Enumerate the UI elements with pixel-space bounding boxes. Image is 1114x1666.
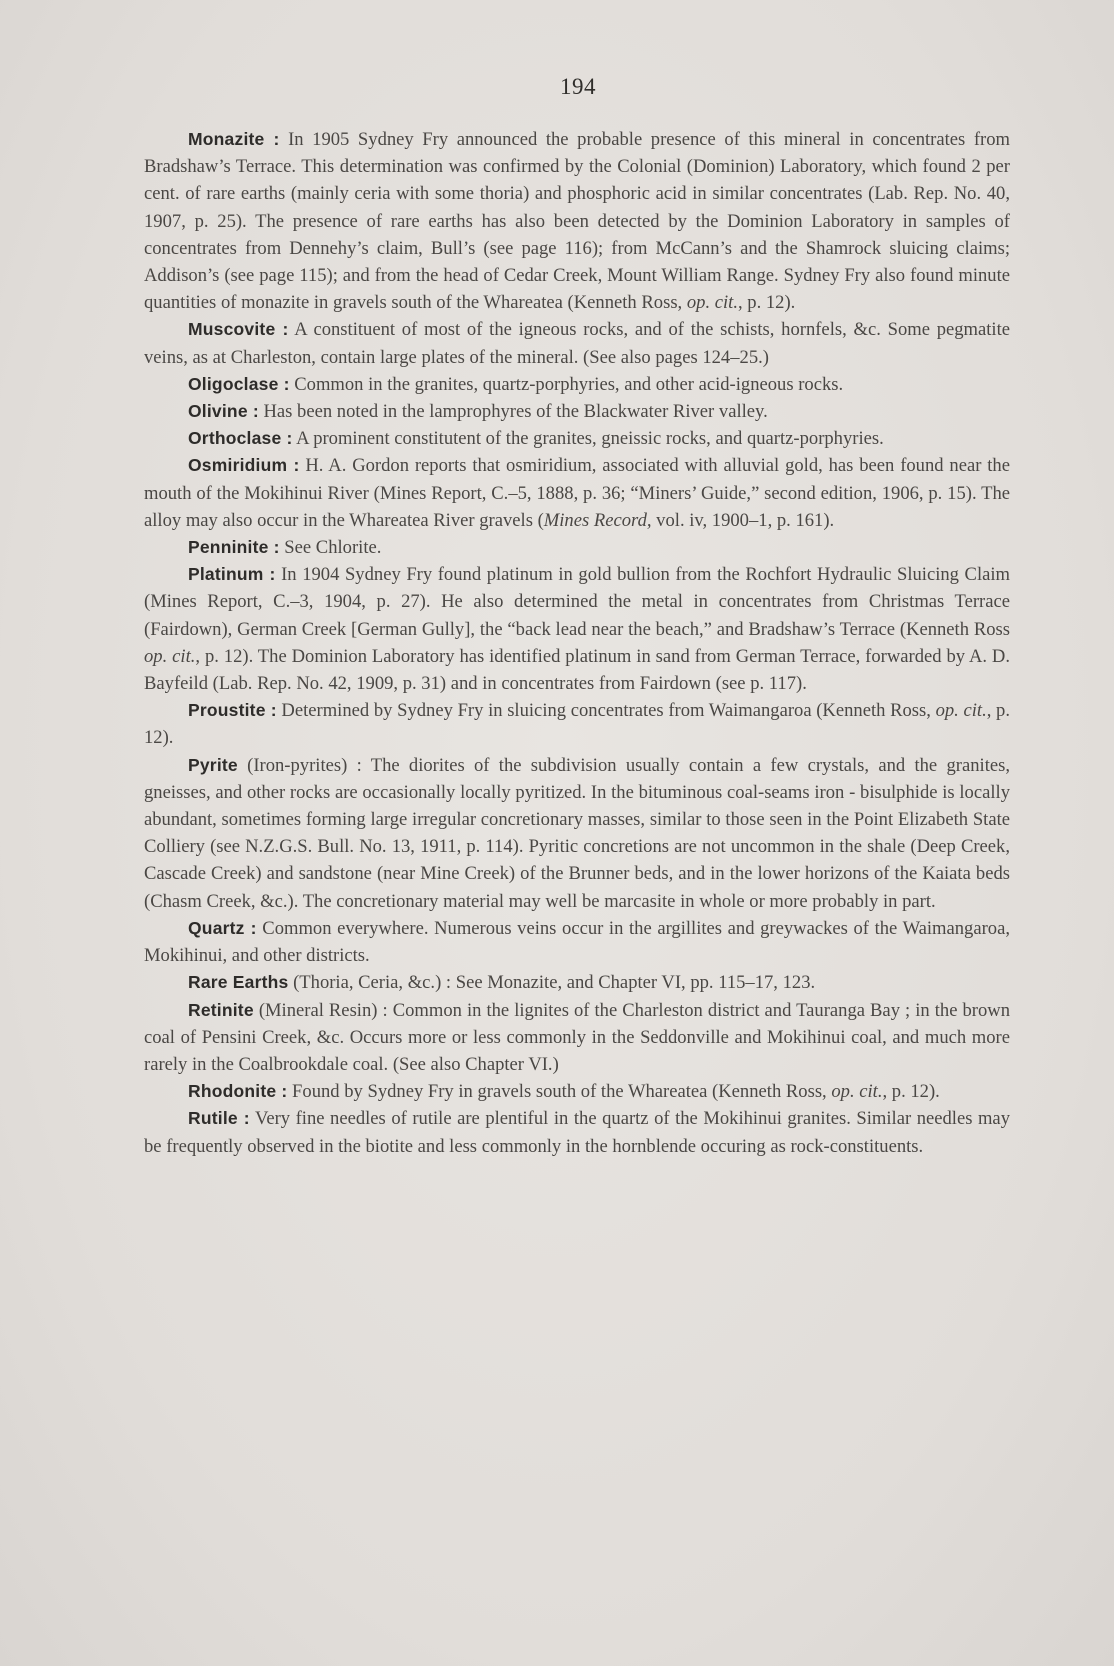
entry-term: Osmiridium : (188, 455, 300, 476)
entry-text-end: , p. 12). (882, 1081, 940, 1103)
entry-text: Determined by Sydney Fry in sluicing concentrates from Waimangaroa (Kenneth Ross, (276, 700, 936, 722)
entry-retinite (144, 997, 1010, 1079)
entry-text-end: , p. 12). (144, 700, 1010, 749)
entry-platinum (144, 561, 1010, 697)
entry-term: Monazite : (188, 129, 280, 149)
entry-pyrite (144, 752, 1010, 915)
entry-text: (Iron-pyrites) : The diorites of the subdivision usually contain a few crystals, and the granites, gneisses, and other rocks are occasionally locally pyritized. In the bituminous coal-seams iron - bisulphide is locally abundant, sometimes forming large irregular concretionary masses, similar to those seen in the Point Elizabeth State Colliery (see N.Z.G.S. Bull. No. 13, 1911, p. 114). Pyritic concretions are not uncommon in the shale (Deep Creek, Cascade Creek) and sandstone (near Mine Creek) of the Brunner beds, and in the lower horizons of the Kaiata beds (Chasm Creek, &c.). The concretionary material may well be marcasite in whole or more probably in part. (144, 754, 1010, 912)
entry-text: Common everywhere. Numerous veins occur in the argillites and greywackes of the Waimangaroa, Mokihinui, and other districts. (144, 917, 1010, 967)
entry-text-end: , p. 12). The Dominion Laboratory has identified platinum in sand from German Terrace, forwarded by A. D. Bayfeild (Lab. Rep. No. 42, 1909, p. 31) and in concentrates from Fairdown (see p. 117). (144, 645, 1011, 695)
entry-term: Proustite : (188, 700, 277, 721)
entry-text: See Chlorite. (279, 537, 382, 559)
entry-term: Retinite (188, 999, 254, 1020)
entry-rhodonite (144, 1078, 1010, 1105)
entry-text: H. A. Gordon reports that osmiridium, associated with alluvial gold, has been found near the mouth of the Mokihinui River (Mines Report, C.–5, 1888, p. 36; “Miners’ Guide,” second edition, 1906, p. 15). The alloy may also occur in the Whareatea River gravels ( (144, 455, 1010, 531)
entry-term: Penninite : (188, 537, 280, 558)
entry-citation-italic: op. cit. (935, 700, 987, 722)
entry-text: A prominent constitutent of the granites, gneissic rocks, and quartz-porphyries. (292, 428, 884, 450)
entry-text: (Thoria, Ceria, &c.) : See Monazite, and Chapter VI, pp. 115–17, 123. (288, 972, 816, 994)
entry-rutile (144, 1105, 1010, 1159)
entry-penninite (144, 534, 1010, 561)
entry-citation-italic: op. cit. (831, 1081, 883, 1103)
entry-text: Has been noted in the lamprophyres of the Blackwater River valley. (258, 401, 768, 423)
entry-text: (Mineral Resin) : Common in the lignites of the Charleston district and Tauranga Bay ; in the brown coal of Pensini Creek, &c. Occurs more or less commonly in the Seddonville and Mokihinui coal, and much more rarely in the Coalbrookdale coal. (See also Chapter VI.) (144, 999, 1010, 1075)
entry-text-end: vol. iv, 1900–1, p. 161). (651, 509, 835, 531)
entry-text: In 1905 Sydney Fry announced the probable presence of this mineral in concentrates from Bradshaw’s Terrace. This determination was confirmed by the Colonial (Dominion) Laboratory, which found 2 per cent. of rare earths (mainly ceria with some thoria) and phosphoric acid in similar concentrates (Lab. Rep. No. 40, 1907, p. 25). The presence of rare earths has also been detected by the Dominion Laboratory in samples of concentrates from Dennehy’s claim, Bull’s (see page 116); from McCann’s and the Shamrock sluicing claims; Addison’s (see page 115); and from the head of Cedar Creek, Mount William Range. Sydney Fry also found minute quantities of monazite in gravels south of the Whareatea (Kenneth Ross, (144, 129, 1010, 314)
entry-term: Olivine : (188, 401, 259, 422)
entry-term: Orthoclase : (188, 428, 293, 449)
mineral-glossary (144, 126, 1010, 1160)
entry-term: Rutile : (188, 1108, 250, 1129)
entry-orthoclase (144, 425, 1010, 452)
entry-monazite (144, 126, 1010, 316)
entry-term: Oligoclase : (188, 373, 290, 394)
entry-term: Quartz : (188, 917, 257, 938)
entry-proustite (144, 697, 1010, 751)
entry-citation-italic: op. cit. (686, 292, 738, 314)
entry-citation-italic: Mines Record, (543, 509, 652, 531)
entry-citation-italic: op. cit. (144, 645, 196, 667)
entry-term: Rare Earths (188, 972, 289, 993)
entry-term: Platinum : (188, 564, 276, 585)
entry-term: Pyrite (188, 754, 238, 775)
entry-term: Muscovite : (188, 319, 289, 340)
entry-rare-earths (144, 969, 1010, 996)
entry-text: In 1904 Sydney Fry found platinum in gold bullion from the Rochfort Hydraulic Sluicing Claim (Mines Report, C.–3, 1904, p. 27). He also determined the metal in concentrates from Christmas Terrace (Fairdown), German Creek [German Gully], the “back lead near the beach,” and Bradshaw’s Terrace (Kenneth Ross (144, 564, 1010, 640)
entry-text: Found by Sydney Fry in gravels south of the Whareatea (Kenneth Ross, (287, 1081, 832, 1103)
entry-text: Common in the granites, quartz-porphyries, and other acid-igneous rocks. (289, 373, 844, 395)
entry-oligoclase (144, 371, 1010, 398)
entry-term: Rhodonite : (188, 1081, 288, 1102)
entry-osmiridium (144, 452, 1010, 534)
entry-text: A constituent of most of the igneous rocks, and of the schists, hornfels, &c. Some pegmatite veins, as at Charleston, contain large plates of the mineral. (See also pages 124–25.) (144, 319, 1011, 368)
entry-text: Very fine needles of rutile are plentiful in the quartz of the Mokihinui granites. Similar needles may be frequently observed in the biotite and less commonly in the hornblende occuring as rock-constituents. (144, 1108, 1010, 1157)
entry-text-end: , p. 12). (737, 292, 796, 314)
entry-quartz (144, 915, 1010, 969)
entry-olivine (144, 398, 1010, 425)
page-number: 194 (560, 74, 596, 99)
entry-muscovite (144, 316, 1010, 370)
